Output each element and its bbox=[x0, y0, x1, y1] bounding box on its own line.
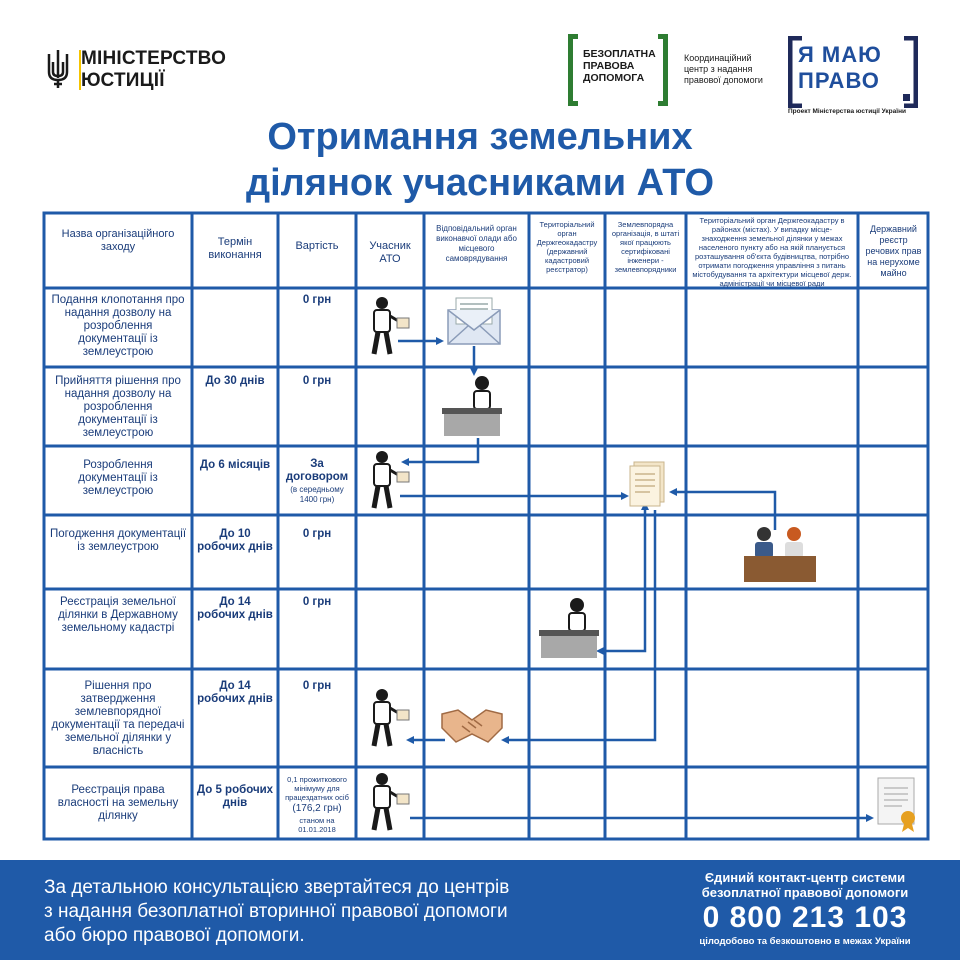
row1-name: Подання клопотання про надання дозволу на розроблення документації із землеустрою bbox=[51, 294, 185, 358]
ato-participant-icon bbox=[364, 772, 414, 834]
certificate-icon bbox=[874, 776, 920, 832]
col-header-registrar: Територіальний орган Держгеокадастру (державний кадастровий реєстратор) bbox=[536, 220, 598, 274]
coord-line2: центр з надання bbox=[684, 64, 753, 74]
row5-cost: 0 грн bbox=[302, 596, 332, 608]
official-desk-icon bbox=[440, 374, 504, 438]
contact-line1: Єдиний контакт-центр системи bbox=[704, 870, 906, 885]
row3-term: До 6 місяців bbox=[199, 459, 271, 471]
document-icon bbox=[628, 460, 668, 508]
ya-line2: ПРАВО bbox=[798, 68, 880, 93]
officials-desk-icon bbox=[744, 524, 816, 582]
title-line1: Отримання земельних bbox=[267, 116, 693, 158]
bpd-line1: БЕЗОПЛАТНА bbox=[583, 48, 656, 60]
contact-line2: безоплатної правової допомоги bbox=[701, 885, 909, 900]
envelope-icon bbox=[444, 296, 504, 346]
ato-participant-icon bbox=[364, 688, 414, 750]
col-header-authority: Відповідальний орган виконавчої олади або місцевого самоврядування bbox=[436, 224, 517, 263]
coord-line1: Координаційний bbox=[684, 53, 752, 63]
footer-banner bbox=[0, 860, 960, 960]
coord-line3: правової допомоги bbox=[684, 75, 763, 85]
row2-name: Прийняття рішення про надання дозволу на розроблення документації із землеустрою bbox=[55, 375, 181, 439]
title-line2: ділянок учасниками АТО bbox=[245, 162, 715, 204]
row4-name: Погодження документації із землеустрою bbox=[49, 528, 187, 553]
contact-center bbox=[680, 870, 930, 947]
col-header-land-org: Землевпорядна організація, в штаті якої працюють сертифіковані інженери - землевпорядники bbox=[611, 220, 680, 274]
footer-consultation-text bbox=[44, 876, 509, 948]
ya-line1: Я МАЮ bbox=[798, 42, 882, 67]
footer-line2: з надання безоплатної вторинної правової допомоги bbox=[44, 901, 508, 922]
bpd-line3: ДОПОМОГА bbox=[583, 72, 645, 84]
row7-cost-note2: станом на 01.01.2018 bbox=[298, 816, 336, 834]
row7-term: До 5 робочих днів bbox=[196, 784, 274, 809]
row6-name: Рішення про затвердження землевпорядної документації та передачі земельної ділянки у власність bbox=[51, 680, 185, 757]
row2-term: До 30 днів bbox=[205, 375, 265, 387]
col-header-name: Назва організаційного заходу bbox=[61, 228, 175, 253]
handshake-icon bbox=[440, 700, 504, 748]
col-header-ato: Учасник АТО bbox=[369, 240, 411, 265]
ministry-name-line1: МІНІСТЕРСТВО bbox=[81, 48, 227, 69]
col-header-term: Термін виконання bbox=[208, 236, 262, 261]
row1-cost: 0 грн bbox=[302, 294, 332, 306]
footer-line3: або бюро правової допомоги. bbox=[44, 925, 305, 946]
row7-cost: 0,1 прожиткового мінімуму для працездатних осіб bbox=[285, 775, 349, 802]
row6-cost: 0 грн bbox=[302, 680, 332, 692]
row3-name: Розроблення документації із землеустрою bbox=[78, 459, 158, 497]
row6-term: До 14 робочих днів bbox=[197, 680, 273, 705]
contact-line3: цілодобово та безкоштовно в межах України bbox=[699, 936, 911, 947]
ministry-name-line2: ЮСТИЦІЇ bbox=[81, 70, 165, 91]
ato-participant-icon bbox=[364, 450, 414, 512]
ato-participant-icon bbox=[364, 296, 414, 358]
ya-subtitle: Проект Міністерства юстиції України bbox=[788, 108, 907, 115]
row4-term: До 10 робочих днів bbox=[197, 528, 273, 553]
registrar-desk-icon bbox=[537, 596, 601, 660]
col-header-registry: Державний реєстр речових прав на нерухоме майно bbox=[865, 224, 922, 278]
contact-phone[interactable]: 0 800 213 103 bbox=[702, 901, 908, 934]
row4-cost: 0 грн bbox=[302, 528, 332, 540]
row5-term: До 14 робочих днів bbox=[197, 596, 273, 621]
col-header-cost: Вартість bbox=[295, 240, 339, 252]
col-header-district-authority: Територіальний орган Держгеокадастру в районах (містах). У випадку місце-знаходження земельної ділянки у межах населеного пункту або на якій планується розташування об'єкта будівництва, потрібно отримати погодження управління з питань містобудування та архітектури місцевої держ. адміністрації чи місцевої ради bbox=[692, 216, 852, 288]
row2-cost: 0 грн bbox=[302, 375, 332, 387]
row7-cost-note: (176,2 грн) bbox=[292, 803, 342, 814]
row7-name: Реєстрація права власності на земельну ділянку bbox=[57, 784, 179, 822]
footer-line1: За детальною консультацією звертайтеся до центрів bbox=[44, 877, 510, 898]
row5-name: Реєстрація земельної ділянки в Державному земельному кадастрі bbox=[58, 596, 178, 634]
row3-cost-note: (в середньому 1400 грн) bbox=[290, 485, 344, 504]
row3-cost: За договором bbox=[285, 458, 349, 483]
bpd-line2: ПРАВОВА bbox=[583, 60, 635, 72]
